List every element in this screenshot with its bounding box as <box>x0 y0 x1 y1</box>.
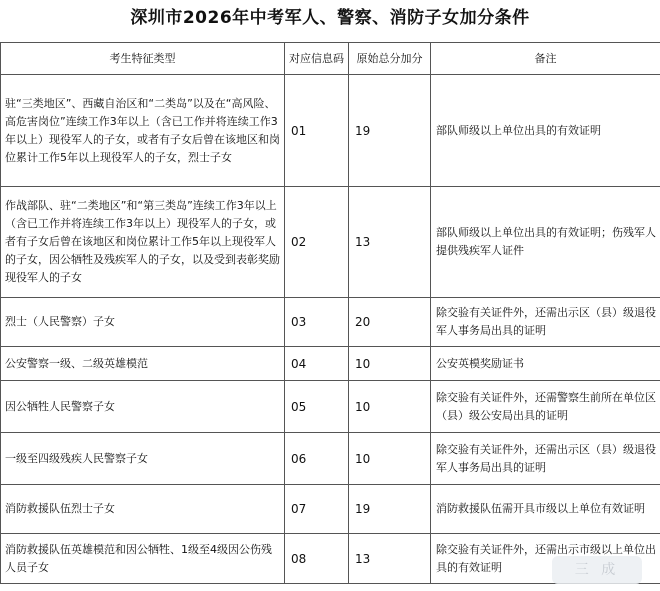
cell-code: 01 <box>285 75 349 187</box>
cell-note: 除交验有关证件外，还需警察生前所在单位区（县）级公安局出具的证明 <box>431 381 660 433</box>
cell-score: 13 <box>349 534 431 584</box>
cell-score: 20 <box>349 298 431 347</box>
cell-note: 部队师级以上单位出具的有效证明 <box>431 75 660 187</box>
cell-code: 08 <box>285 534 349 584</box>
bonus-points-table <box>0 42 660 584</box>
table-row <box>1 433 660 485</box>
watermark-logo: 三 成 <box>552 556 642 584</box>
cell-type: 一级至四级残疾人民警察子女 <box>1 433 285 485</box>
table-row <box>1 347 660 381</box>
cell-type: 消防救援队伍英雄模范和因公牺牲、1级至4级因公伤残人员子女 <box>1 534 285 584</box>
cell-note: 公安英模奖励证书 <box>431 347 660 381</box>
column-header-code: 对应信息码 <box>285 43 349 75</box>
column-header-score: 原始总分加分 <box>349 43 431 75</box>
cell-note: 除交验有关证件外，还需出示市级以上单位出具的有效证明 <box>431 534 660 584</box>
cell-score: 19 <box>349 75 431 187</box>
cell-score: 10 <box>349 381 431 433</box>
cell-note: 除交验有关证件外，还需出示区（县）级退役军人事务局出具的证明 <box>431 298 660 347</box>
cell-score: 10 <box>349 347 431 381</box>
cell-code: 07 <box>285 485 349 534</box>
cell-note: 除交验有关证件外，还需出示区（县）级退役军人事务局出具的证明 <box>431 433 660 485</box>
table-row <box>1 298 660 347</box>
cell-code: 03 <box>285 298 349 347</box>
cell-score: 10 <box>349 433 431 485</box>
cell-code: 04 <box>285 347 349 381</box>
cell-type: 因公牺牲人民警察子女 <box>1 381 285 433</box>
table-header-row <box>1 43 660 75</box>
cell-code: 06 <box>285 433 349 485</box>
cell-type: 驻“三类地区”、西藏自治区和“二类岛”以及在“高风险、高危害岗位”连续工作3年以上（含已工作并将连续工作3年以上）现役军人的子女，或者有子女后曾在该地区和岗位累计工作5年以上现役军人的子女，烈士子女 <box>1 75 285 187</box>
cell-code: 02 <box>285 187 349 298</box>
cell-note: 消防救援队伍需开具市级以上单位有效证明 <box>431 485 660 534</box>
cell-score: 13 <box>349 187 431 298</box>
table-row <box>1 187 660 298</box>
cell-type: 作战部队、驻“二类地区”和“第三类岛”连续工作3年以上（含已工作并将连续工作3年以上）现役军人的子女，或者有子女后曾在该地区和岗位累计工作5年以上现役军人的子女，因公牺牲及残疾军人的子女，以及受到表彰奖励现役军人的子女 <box>1 187 285 298</box>
cell-type: 公安警察一级、二级英雄模范 <box>1 347 285 381</box>
cell-type: 消防救援队伍烈士子女 <box>1 485 285 534</box>
table-row <box>1 381 660 433</box>
table-row <box>1 485 660 534</box>
table-row <box>1 75 660 187</box>
column-header-type: 考生特征类型 <box>1 43 285 75</box>
cell-code: 05 <box>285 381 349 433</box>
cell-score: 19 <box>349 485 431 534</box>
document-title: 深圳市2026年中考军人、警察、消防子女加分条件 <box>130 8 530 28</box>
cell-type: 烈士（人民警察）子女 <box>1 298 285 347</box>
column-header-note: 备注 <box>431 43 660 75</box>
cell-note: 部队师级以上单位出具的有效证明；伤残军人提供残疾军人证件 <box>431 187 660 298</box>
